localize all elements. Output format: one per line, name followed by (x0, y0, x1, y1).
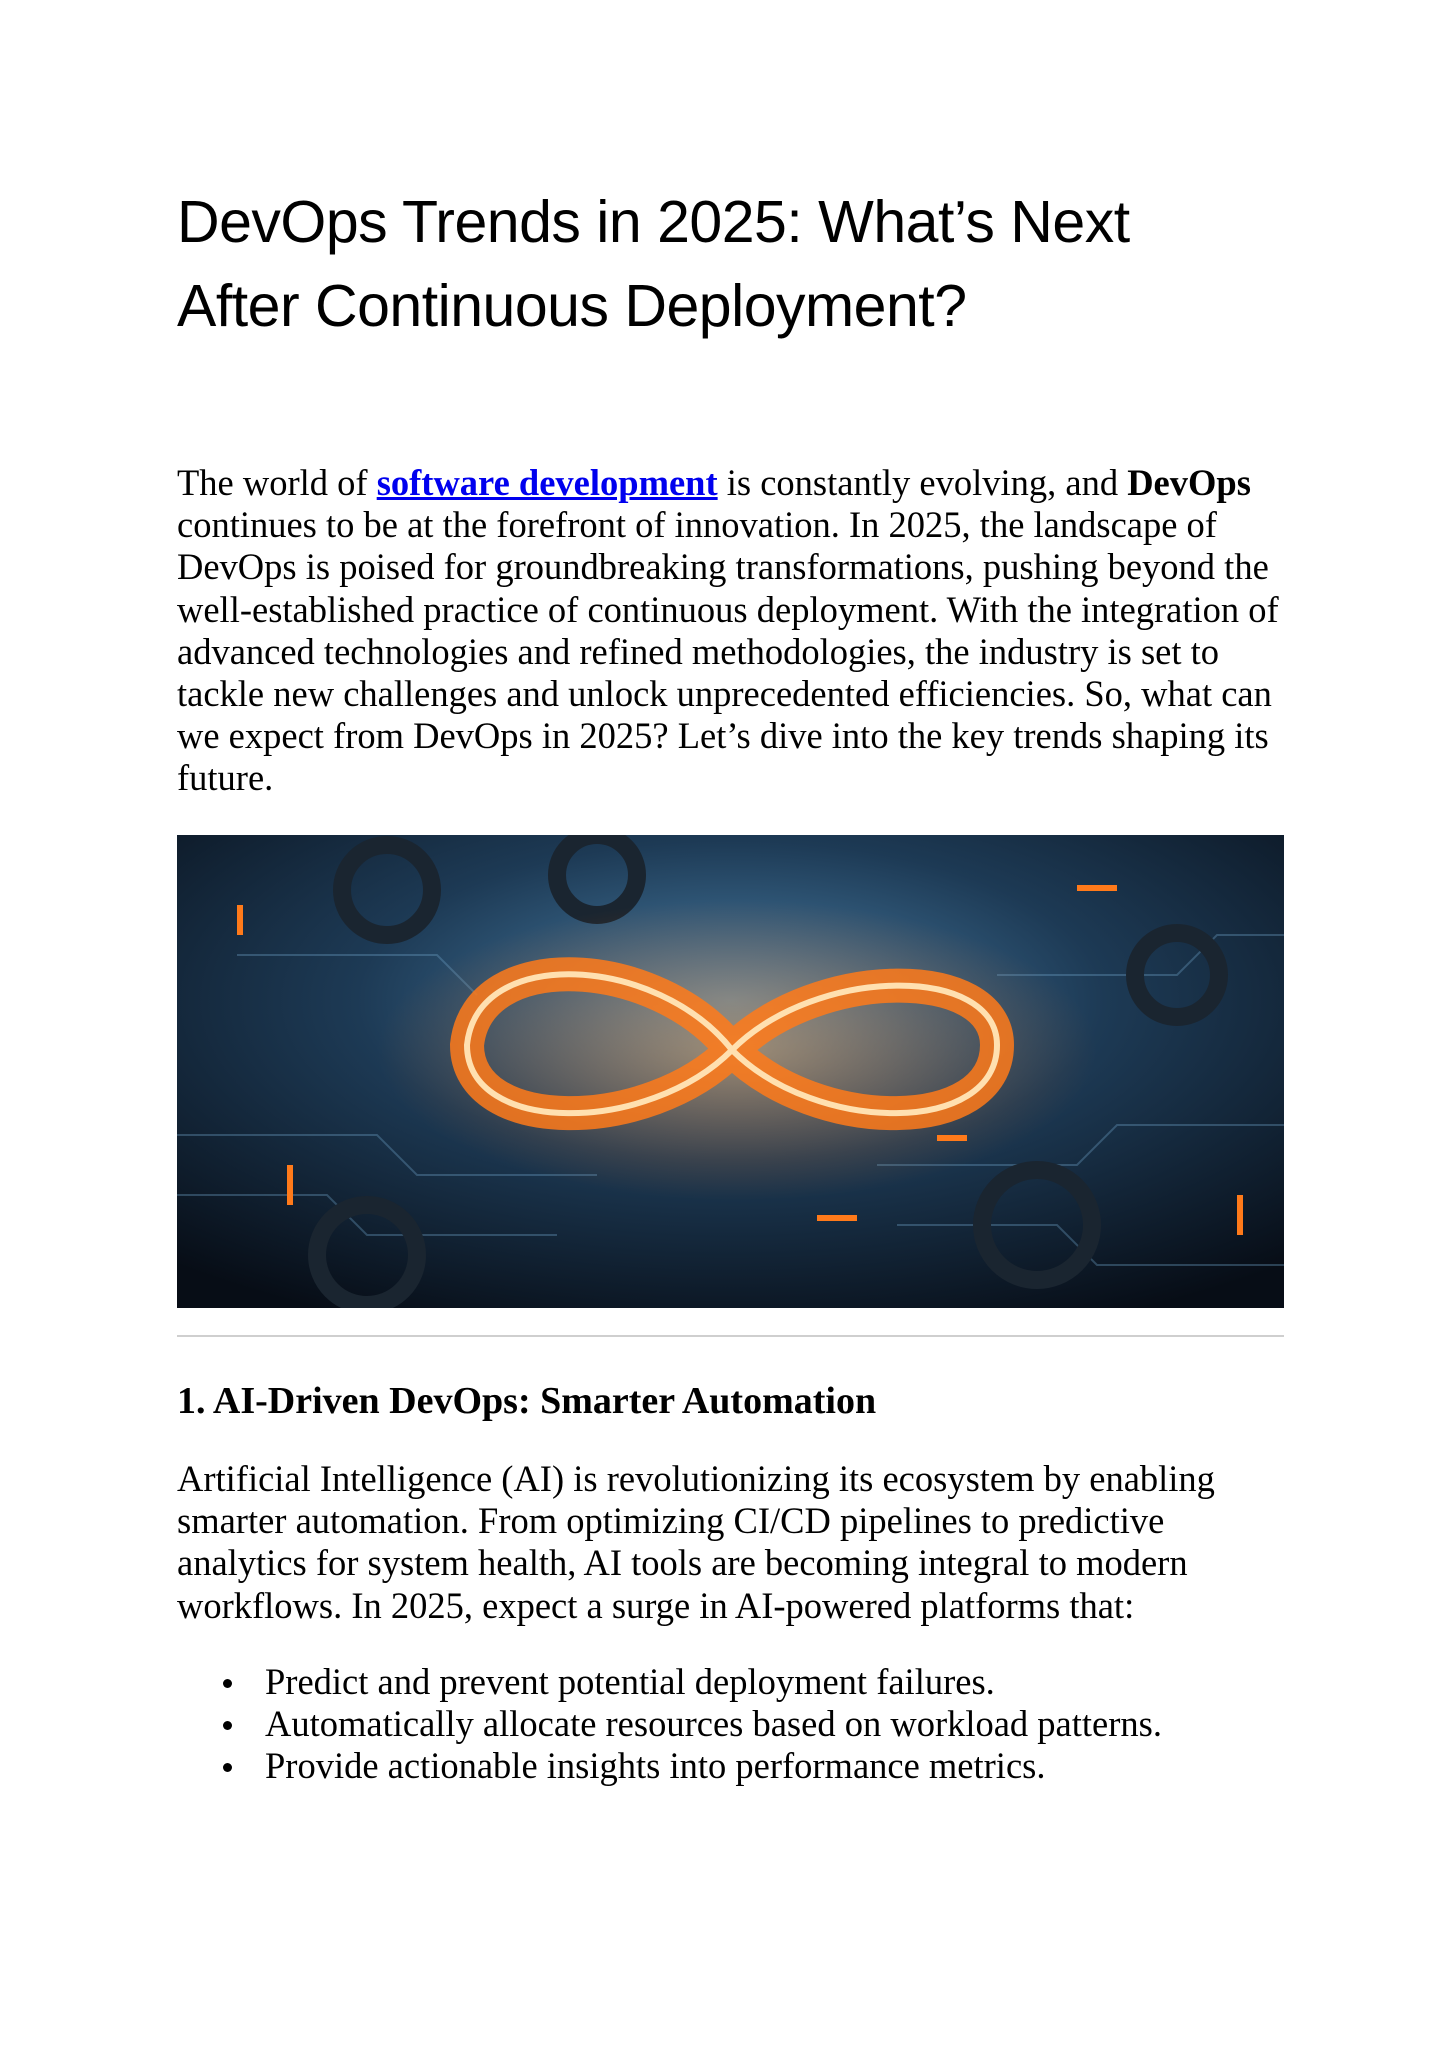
intro-text-rest: continues to be at the forefront of innovation. In 2025, the landscape of DevOps is poised for groundbreaking transformations, pushing beyond the well-established practice of continuous deployment. With the integration of advanced technologies and refined methodologies, the industry is set to tackle new challenges and unlock unprecedented efficiencies. So, what can we expect from DevOps in 2025? Let’s dive into the key trends shaping its future. (177, 504, 1279, 799)
list-item-text: Automatically allocate resources based on workload patterns. (265, 1703, 1162, 1745)
devops-bold: DevOps (1127, 462, 1251, 503)
software-development-link[interactable]: software development (376, 462, 718, 503)
list-item (177, 1661, 1162, 1703)
intro-paragraph (177, 462, 1292, 800)
infinity-illustration (177, 835, 1284, 1308)
title-line-2: After Continuous Deployment? (177, 273, 967, 339)
list-item (177, 1703, 1162, 1745)
article-title (177, 180, 1327, 348)
list-item-text: Provide actionable insights into performance metrics. (265, 1745, 1046, 1787)
list-item (177, 1745, 1162, 1787)
bullet-icon (223, 1763, 232, 1772)
bullet-list (177, 1661, 1162, 1788)
list-item-text: Predict and prevent potential deployment failures. (265, 1661, 995, 1702)
section-paragraph: Artificial Intelligence (AI) is revolutionizing its ecosystem by enabling smarter automation. From optimizing CI/CD pipelines to predictive analytics for system health, AI tools are becoming integral to modern workflows. In 2025, expect a surge in AI-powered platforms that: (177, 1458, 1215, 1626)
section-divider (177, 1335, 1284, 1337)
title-line-1: DevOps Trends in 2025: What’s Next (177, 189, 1130, 255)
section-heading: 1. AI-Driven DevOps: Smarter Automation (177, 1380, 877, 1422)
bullet-icon (223, 1679, 232, 1688)
intro-text-start: The world of (177, 462, 377, 503)
devops-infinity-image (177, 835, 1284, 1308)
intro-text-mid: is constantly evolving, and (717, 462, 1128, 503)
bullet-icon (223, 1721, 232, 1730)
